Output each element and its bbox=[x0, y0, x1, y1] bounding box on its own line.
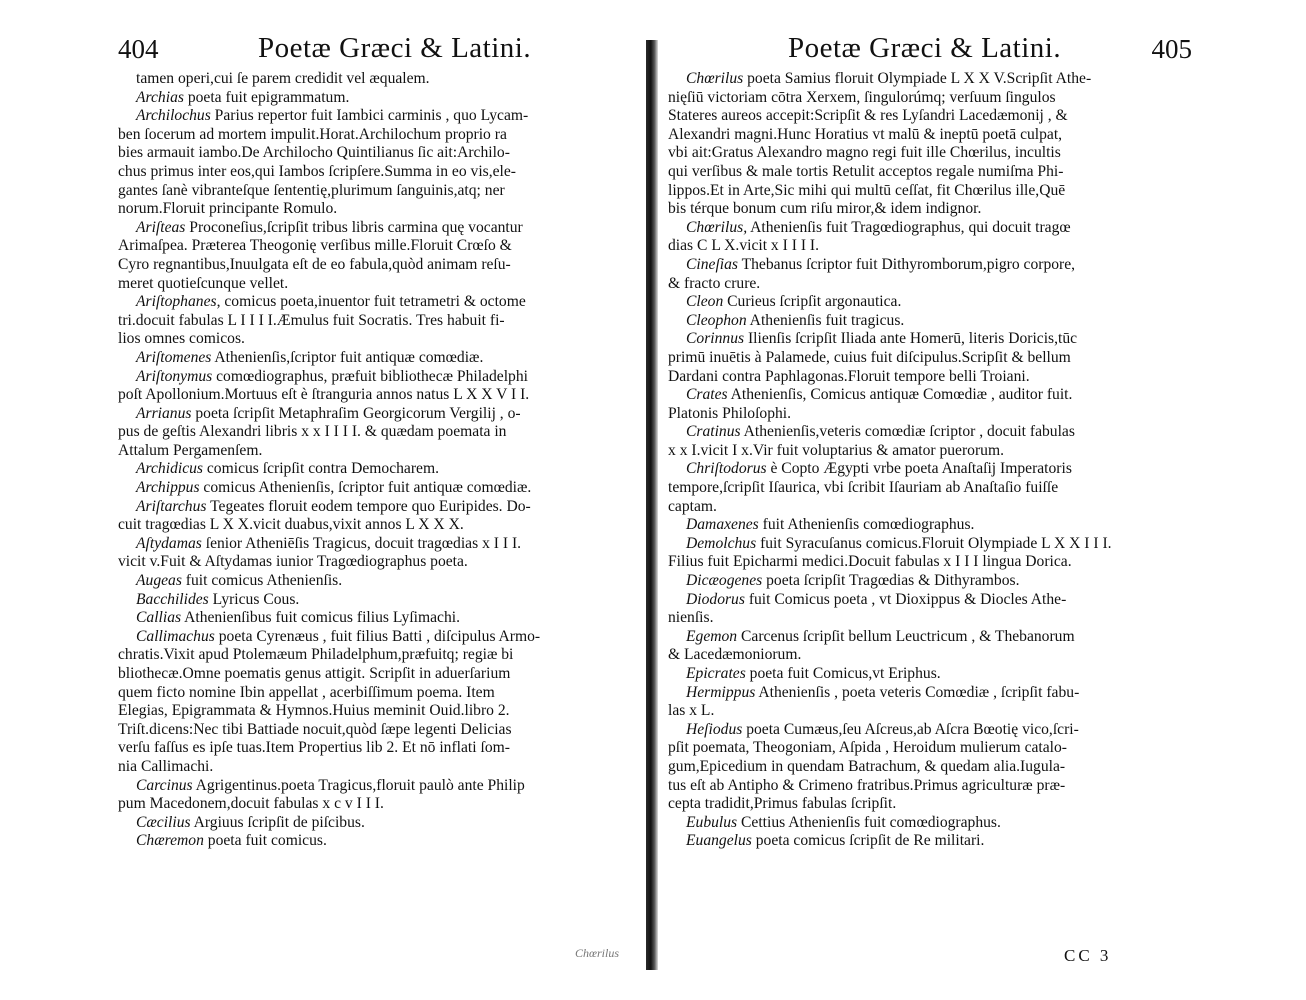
entry-name: Heſiodus bbox=[686, 720, 743, 738]
text-line bbox=[118, 684, 638, 703]
entry bbox=[118, 572, 638, 591]
entry-name: Carcinus bbox=[136, 776, 193, 794]
entry bbox=[118, 609, 638, 628]
entry-text: poeta ſcripſit Tragœdias & Dithyrambos. bbox=[762, 572, 1020, 590]
right-header bbox=[668, 30, 1192, 70]
entry-name: Diodorus bbox=[686, 590, 745, 608]
entry-text: poeta Cumæus,ſeu Aſcreus,ab Aſcra Bœotię vico,ſcri- bbox=[742, 720, 1079, 738]
entry-text: Curieus ſcripſit argonautica. bbox=[723, 293, 902, 311]
text-line bbox=[118, 107, 638, 126]
entry-name: Augeas bbox=[136, 572, 182, 590]
text-line bbox=[668, 107, 1186, 126]
entry-text: nia Callimachi. bbox=[118, 757, 214, 775]
entry-name: Euangelus bbox=[686, 832, 752, 850]
text-line bbox=[668, 535, 1186, 554]
entry bbox=[118, 628, 638, 777]
text-line bbox=[118, 591, 638, 610]
entry-text: poeta comicus ſcripſit de Re militari. bbox=[751, 832, 985, 850]
entry-text: nienſis. bbox=[668, 609, 714, 627]
entry-text: lippos.Et in Arte,Sic mihi qui multū ceſſat, fit Chœrilus ille,Quē bbox=[668, 181, 1066, 199]
text-line bbox=[118, 144, 638, 163]
entry bbox=[118, 219, 638, 293]
text-line bbox=[118, 665, 638, 684]
right-text-block bbox=[668, 70, 1186, 851]
text-line bbox=[118, 609, 638, 628]
entry-name: Archilochus bbox=[136, 107, 211, 125]
entry-name: Chriſtodorus bbox=[686, 460, 767, 478]
text-line bbox=[668, 591, 1186, 610]
catchword: Chœrilus bbox=[575, 946, 620, 960]
entry-name: Crates bbox=[686, 386, 728, 404]
entry bbox=[118, 460, 638, 479]
text-line bbox=[118, 479, 638, 498]
text-line bbox=[118, 832, 638, 851]
text-line bbox=[668, 405, 1186, 424]
entry bbox=[668, 628, 1186, 665]
entry-name: Callias bbox=[136, 609, 182, 627]
text-line bbox=[668, 256, 1186, 275]
entry-text: pum Macedonem,docuit fabulas x c v I I I. bbox=[118, 795, 384, 813]
text-line bbox=[668, 219, 1186, 238]
entry-text: lios omnes comicos. bbox=[118, 330, 245, 348]
signature-mark: CC 3 bbox=[1064, 946, 1112, 965]
text-line bbox=[118, 498, 638, 517]
entry bbox=[668, 293, 1186, 312]
entry-text: bliothecæ.Omne poematis genus attigit. Scripſit in aduerſarium bbox=[118, 665, 511, 682]
entry-name: Corinnus bbox=[686, 330, 745, 348]
entry-text: fuit Syracuſanus comicus.Floruit Olympiade L X X I I I. bbox=[756, 534, 1112, 552]
entry-text: pus de geſtis Alexandri libris x x I I I I. & quædam poemata in bbox=[118, 423, 507, 441]
text-line bbox=[668, 70, 1186, 89]
right-page bbox=[668, 30, 1192, 851]
text-line bbox=[668, 126, 1186, 145]
entry bbox=[118, 498, 638, 535]
entry-text: Athenienſis fuit tragicus. bbox=[746, 311, 905, 329]
text-line bbox=[668, 368, 1186, 387]
entry-text: poeta Cyrenæus , fuit filius Batti , diſcipulus Armo- bbox=[214, 627, 541, 645]
entry-text: chus primus inter eos,qui Iambos ſcripſere.Summa in eo vis,ele- bbox=[118, 162, 516, 180]
text-line bbox=[668, 312, 1186, 331]
entry-name: Damaxenes bbox=[686, 516, 759, 534]
entry-text: tempore,ſcripſit Iſaurica, vbi ſcribit Iſauriam ab Anaſtaſio fuiſſe bbox=[668, 479, 1059, 497]
entry-name: Aſtydamas bbox=[136, 534, 202, 552]
entry-name: Archippus bbox=[136, 479, 200, 497]
entry bbox=[668, 423, 1186, 460]
entry-text: comicus ſcripſit contra Democharem. bbox=[202, 460, 439, 478]
entry bbox=[118, 479, 638, 498]
entry-text: poſt Apollonium.Mortuus eſt è ſtranguria annos natus L X X V I I. bbox=[118, 386, 530, 404]
page-gutter bbox=[646, 40, 658, 970]
entry-name: Arrianus bbox=[136, 404, 192, 422]
entry-text: vicit v.Fuit & Aſtydamas iunior Tragœdiographus poeta. bbox=[118, 553, 468, 571]
entry-text: comicus Athenienſis, ſcriptor fuit antiquæ comœdiæ. bbox=[199, 479, 532, 497]
entry bbox=[668, 312, 1186, 331]
entry-text: captam. bbox=[668, 497, 717, 515]
entry-text: norum.Floruit principante Romulo. bbox=[118, 200, 338, 218]
text-line bbox=[668, 628, 1186, 647]
text-line bbox=[668, 460, 1186, 479]
text-line bbox=[118, 628, 638, 647]
text-line bbox=[668, 702, 1186, 721]
entry-name: Dicæogenes bbox=[686, 572, 763, 590]
text-line bbox=[668, 516, 1186, 535]
text-line bbox=[668, 739, 1186, 758]
entry-text: Arimaſpea. Præterea Theogonię verſibus mille.Floruit Crœſo & bbox=[118, 237, 512, 255]
entry bbox=[668, 572, 1186, 591]
entry-text: poeta fuit epigrammatum. bbox=[183, 88, 350, 106]
entry-text: chratis.Vixit apud Ptolemæum Philadelphum,præfuitq; regiæ bi bbox=[118, 646, 514, 664]
text-line bbox=[118, 200, 638, 219]
text-line bbox=[668, 646, 1186, 665]
text-line bbox=[118, 163, 638, 182]
entry-name: Ariſteas bbox=[136, 218, 186, 236]
text-line bbox=[668, 721, 1186, 740]
running-head: Poetæ Græci & Latini. bbox=[258, 32, 532, 64]
text-line bbox=[668, 758, 1186, 777]
entry-text: Attalum Pergamenſem. bbox=[118, 441, 263, 459]
entry-text: pſit poemata, Theogoniam, Aſpida , Heroidum mulierum catalo- bbox=[668, 739, 1067, 757]
entry-text: Ilienſis ſcripſit Iliada ante Homerū, literis Doricis,tūc bbox=[744, 330, 1078, 348]
text-line bbox=[118, 368, 638, 387]
entry-name: Cleophon bbox=[686, 311, 747, 329]
entry-name: Chœrilus bbox=[686, 70, 744, 87]
text-line bbox=[668, 144, 1186, 163]
entry-text: vbi ait:Gratus Alexandro magno regi fuit ille Chœrilus, incultis bbox=[668, 144, 1061, 162]
text-line bbox=[668, 330, 1186, 349]
entry bbox=[118, 814, 638, 833]
text-line bbox=[668, 814, 1186, 833]
entry-name: Ariſtonymus bbox=[136, 367, 213, 385]
running-head: Poetæ Græci & Latini. bbox=[788, 32, 1062, 64]
entry bbox=[668, 330, 1186, 386]
text-line bbox=[668, 442, 1186, 461]
entry bbox=[668, 460, 1186, 516]
entry-text: Proconeſius,ſcripſit tribus libris carmina quę vocantur bbox=[185, 218, 523, 236]
entry-name: Epicrates bbox=[686, 665, 746, 682]
entry-text: , comicus poeta,inuentor fuit tetrametri & octome bbox=[216, 293, 526, 311]
entry-text: ben ſocerum ad mortem impulit.Horat.Archilochum proprio ra bbox=[118, 125, 507, 143]
entry bbox=[668, 684, 1186, 721]
entry-text: fuit Comicus poeta , vt Dioxippus & Diocles Athe- bbox=[744, 590, 1067, 608]
entry-name: Archias bbox=[136, 88, 184, 106]
page-number: 404 bbox=[118, 34, 159, 64]
entry-text: Cyro regnantibus,Inuulgata eſt de eo fabula,quòd animam reſu- bbox=[118, 255, 511, 273]
entry-name: Cineſias bbox=[686, 255, 738, 273]
text-line bbox=[118, 237, 638, 256]
text-line bbox=[118, 293, 638, 312]
left-page bbox=[118, 30, 638, 851]
entry bbox=[668, 721, 1186, 814]
entry bbox=[118, 777, 638, 814]
entry-text: dias C L X.vicit x I I I I. bbox=[668, 237, 819, 255]
entry-text: Elegias, Epigrammata & Hymnos.Huius meminit Ouid.libro 2. bbox=[118, 702, 510, 720]
text-line bbox=[668, 89, 1186, 108]
text-line bbox=[668, 349, 1186, 368]
left-text-block bbox=[118, 70, 638, 851]
entry-text: Athenienſis , poeta veteris Comœdiæ , ſcripſit fabu- bbox=[755, 683, 1080, 701]
entry bbox=[118, 89, 638, 108]
text-line bbox=[118, 70, 638, 89]
text-line bbox=[118, 126, 638, 145]
entry-name: Demolchus bbox=[686, 534, 757, 552]
entry bbox=[668, 832, 1186, 851]
entry-text: Lyricus Cous. bbox=[208, 590, 300, 608]
entry bbox=[118, 293, 638, 349]
entry-text: Argiuus ſcripſit de piſcibus. bbox=[190, 813, 365, 831]
entry-name: Cleon bbox=[686, 293, 724, 311]
text-line bbox=[118, 312, 638, 331]
entry bbox=[668, 70, 1186, 219]
entry-text: Platonis Philoſophi. bbox=[668, 404, 792, 422]
text-line bbox=[668, 832, 1186, 851]
entry-text: qui verſibus & male tortis Retulit acceptos regale numiſma Phi- bbox=[668, 162, 1064, 180]
entry-text: comœdiographus, præfuit bibliothecæ Philadelphi bbox=[212, 367, 528, 385]
entry-name: Callimachus bbox=[136, 627, 215, 645]
page-number: 405 bbox=[1151, 34, 1192, 64]
text-line bbox=[118, 442, 638, 461]
text-line bbox=[668, 163, 1186, 182]
entry bbox=[118, 405, 638, 461]
entry-text: gum,Epicedium in quendam Batrachum, & quedam alia.Iugula- bbox=[668, 757, 1066, 775]
entry-text: Dardani contra Paphlagonas.Floruit tempore belli Troiani. bbox=[668, 367, 1030, 385]
entry bbox=[668, 516, 1186, 535]
entry-text: fuit comicus Athenienſis. bbox=[181, 572, 343, 590]
entry-text: Thebanus ſcriptor fuit Dithyromborum,pigro corpore, bbox=[737, 255, 1076, 273]
entry-text: tus eſt ab Antipho & Crimeno fratribus.Primus agriculturæ præ- bbox=[668, 776, 1066, 794]
entry-text: bies armauit iambo.De Archilocho Quintilianus ſic ait:Archilo- bbox=[118, 144, 510, 162]
text-line bbox=[118, 553, 638, 572]
entry-text: x x I.vicit I x.Vir fuit voluptarius & amator puerorum. bbox=[668, 441, 1004, 459]
entry-name: Ariſtophanes bbox=[136, 293, 217, 311]
text-line bbox=[118, 275, 638, 294]
text-line bbox=[118, 814, 638, 833]
text-line bbox=[118, 702, 638, 721]
entry-name: Ariſtomenes bbox=[136, 348, 212, 366]
entry-text: è Copto Ægypti vrbe poeta Anaſtaſij Imperatoris bbox=[766, 460, 1072, 478]
entry-text: Stateres aureos accepit:Scripſit & res Lyſandri Lacedæmonij , & bbox=[668, 107, 1068, 125]
entry bbox=[118, 368, 638, 405]
entry-text: las x L. bbox=[668, 702, 715, 720]
entry-text: tri.docuit fabulas L I I I I.Æmulus fuit Socratis. Tres habuit fi- bbox=[118, 311, 505, 329]
entry bbox=[118, 535, 638, 572]
entry-text: bis térque bonum cum riſu miror,& idem indignor. bbox=[668, 200, 982, 218]
entry-text: Triſt.dicens:Nec tibi Battiade nocuit,quòd ſæpe legenti Delicias bbox=[118, 720, 512, 738]
text-line bbox=[668, 237, 1186, 256]
entry-text: Agrigentinus.poeta Tragicus,floruit paulò ante Philip bbox=[192, 776, 525, 794]
entry-text: Athenienſis, Comicus antiquæ Comœdiæ , auditor fuit. bbox=[727, 386, 1073, 404]
entry bbox=[668, 591, 1186, 628]
entry-text: quem ficto nomine Ibin appellat , acerbiſſimum poema. Item bbox=[118, 683, 495, 701]
text-line bbox=[118, 572, 638, 591]
entry bbox=[668, 256, 1186, 293]
entry-text: gantes ſanè vibranteſque ſententię,plurimum ſanguinis,atq; ner bbox=[118, 181, 505, 199]
text-line bbox=[118, 386, 638, 405]
entry-text: Carcenus ſcripſit bellum Leuctricum , & Thebanorum bbox=[737, 627, 1075, 645]
entry-text: poeta Samius floruit Olympiade L X X V.Scripſit Athe- bbox=[743, 70, 1092, 87]
text-line bbox=[668, 665, 1186, 684]
entry-text: meret quotieſcunque vellet. bbox=[118, 274, 289, 292]
entry bbox=[668, 535, 1186, 572]
entry bbox=[668, 219, 1186, 256]
left-header bbox=[118, 30, 638, 70]
entry bbox=[118, 70, 638, 89]
text-line bbox=[118, 349, 638, 368]
entry-name: Egemon bbox=[686, 627, 738, 645]
text-line bbox=[668, 293, 1186, 312]
text-line bbox=[668, 795, 1186, 814]
entry-text: cepta tradidit,Primus fabulas ſcripſit. bbox=[668, 795, 897, 813]
entry-name: Ariſtarchus bbox=[136, 497, 207, 515]
entry-text: Cettius Athenienſis fuit comœdiographus. bbox=[737, 813, 1001, 831]
text-line bbox=[118, 330, 638, 349]
entry bbox=[118, 349, 638, 368]
entry-name: Cratinus bbox=[686, 423, 741, 441]
entry-text: & Lacedæmoniorum. bbox=[668, 646, 802, 664]
text-line bbox=[118, 721, 638, 740]
entry-name: Cæcilius bbox=[136, 813, 191, 831]
text-line bbox=[118, 256, 638, 275]
text-line bbox=[668, 777, 1186, 796]
entry-name: Chæremon bbox=[136, 832, 204, 850]
entry bbox=[668, 386, 1186, 423]
text-line bbox=[118, 795, 638, 814]
entry-text: cuit tragœdias L X X.vicit duabus,vixit annos L X X X. bbox=[118, 516, 464, 534]
text-line bbox=[668, 386, 1186, 405]
entry-text: ſenior Atheniēſis Tragicus, docuit tragœdias x I I I. bbox=[201, 534, 522, 552]
text-line bbox=[118, 758, 638, 777]
entry-text: Alexandri magni.Hunc Horatius vt malū & ineptū poetā culpat, bbox=[668, 125, 1063, 143]
text-line bbox=[118, 89, 638, 108]
text-line bbox=[118, 777, 638, 796]
text-line bbox=[118, 219, 638, 238]
entry-text: Athenienſis,ſcriptor fuit antiquæ comœdiæ. bbox=[211, 348, 484, 366]
entry-text: Parius repertor fuit Iambici carminis , quo Lycam- bbox=[210, 107, 529, 125]
text-line bbox=[668, 423, 1186, 442]
text-line bbox=[118, 182, 638, 201]
entry-name: Archidicus bbox=[136, 460, 203, 478]
text-line bbox=[668, 553, 1186, 572]
entry-text: Athenienſibus fuit comicus filius Lyſimachi. bbox=[181, 609, 460, 627]
text-line bbox=[668, 684, 1186, 703]
entry-text: Tegeates floruit eodem tempore quo Euripides. Do- bbox=[206, 497, 531, 515]
text-line bbox=[668, 275, 1186, 294]
text-line bbox=[118, 646, 638, 665]
text-line bbox=[118, 739, 638, 758]
entry-name: Bacchilides bbox=[136, 590, 209, 608]
text-line bbox=[668, 200, 1186, 219]
entry-name: Eubulus bbox=[686, 813, 738, 831]
entry-text: poeta fuit Comicus,vt Eriphus. bbox=[745, 665, 941, 682]
entry-text: Athenienſis fuit Tragœdiographus, qui docuit tragœ bbox=[747, 218, 1071, 236]
entry-text: nięſiū victoriam cōtra Xerxem, ſingulorúmq; verſuum ſingulos bbox=[668, 88, 1056, 106]
text-line bbox=[118, 516, 638, 535]
text-line bbox=[118, 460, 638, 479]
entry bbox=[118, 591, 638, 610]
text-line bbox=[668, 609, 1186, 628]
entry-text: tamen operi,cui ſe parem credidit vel æqualem. bbox=[136, 70, 430, 87]
text-line bbox=[668, 572, 1186, 591]
entry-name: Hermippus bbox=[686, 683, 756, 701]
entry-text: Filius fuit Epicharmi medici.Docuit fabulas x I I I lingua Dorica. bbox=[668, 553, 1072, 571]
entry-text: primū inuētis à Palamede, cuius fuit diſcipulus.Scripſit & bellum bbox=[668, 348, 1071, 366]
text-line bbox=[668, 479, 1186, 498]
text-line bbox=[118, 423, 638, 442]
text-line bbox=[668, 498, 1186, 517]
text-line bbox=[668, 182, 1186, 201]
entry-text: fuit Athenienſis comœdiographus. bbox=[758, 516, 975, 534]
entry bbox=[118, 832, 638, 851]
entry bbox=[668, 814, 1186, 833]
text-line bbox=[118, 405, 638, 424]
entry-name: Chœrilus, bbox=[686, 218, 748, 236]
entry-text: & fracto crure. bbox=[668, 274, 761, 292]
entry-text: Athenienſis,veteris comœdiæ ſcriptor , docuit fabulas bbox=[740, 423, 1075, 441]
entry bbox=[118, 107, 638, 219]
text-line bbox=[118, 535, 638, 554]
entry-text: poeta ſcripſit Metaphraſim Georgicorum Vergilij , o- bbox=[191, 404, 521, 422]
entry-text: poeta fuit comicus. bbox=[203, 832, 327, 850]
entry-text: verſu faſſus es ipſe tuas.Item Propertius lib 2. Et nō inflati ſom- bbox=[118, 739, 510, 757]
entry bbox=[668, 665, 1186, 684]
